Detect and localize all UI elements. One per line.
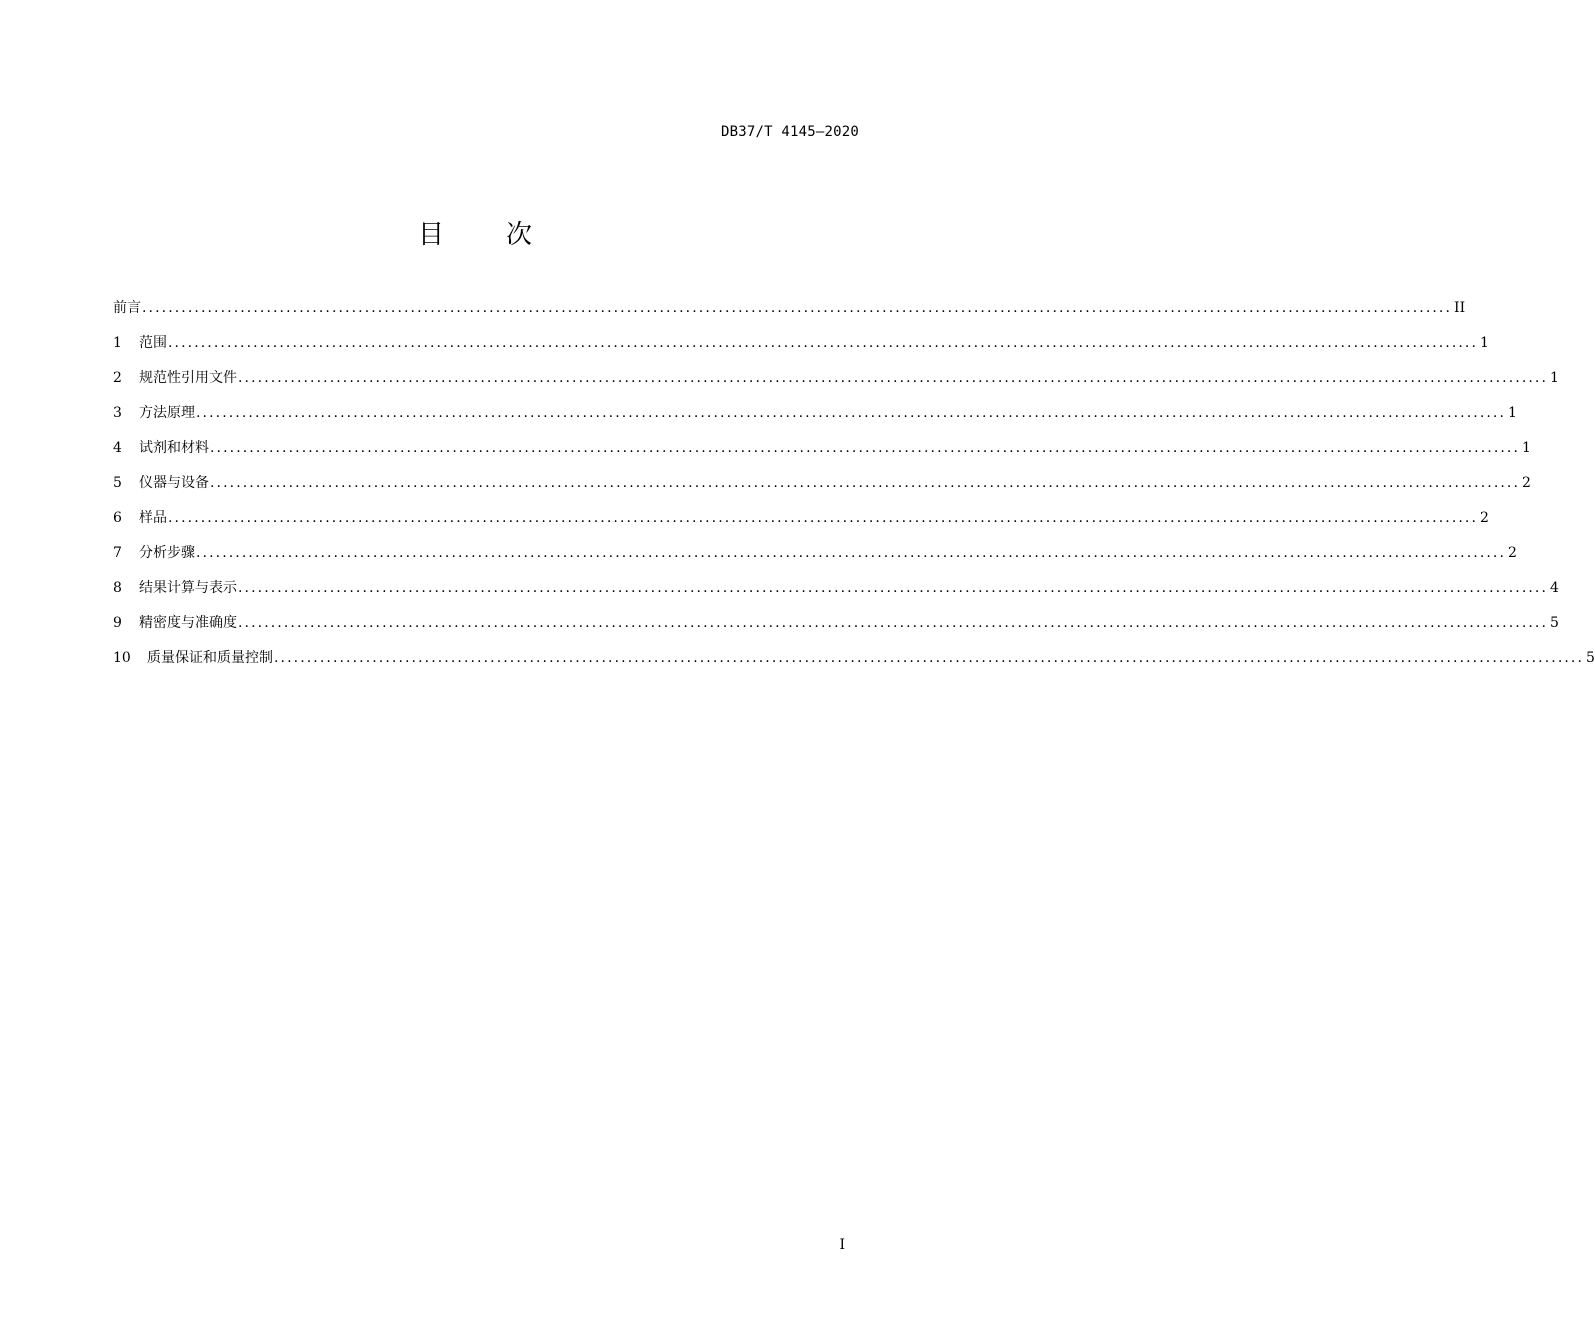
toc-entry-page: 1 [1550,370,1559,386]
toc-entry-7[interactable] [113,541,1517,576]
toc-entry-number: 1 [113,335,122,351]
table-of-contents [113,296,1595,681]
toc-entry-3[interactable] [113,401,1517,436]
toc-entry-9[interactable] [113,611,1559,646]
toc-leader-dots: ........................................................................................................................................................................................................ [274,650,1585,666]
toc-entry-number: 9 [113,615,122,631]
toc-leader-dots: ........................................................................................................................................................................................................ [196,405,1507,421]
toc-entry-number: 10 [113,650,131,666]
toc-entry-page: 1 [1508,405,1517,421]
toc-leader-dots: ........................................................................................................................................................................................................ [142,300,1453,316]
toc-entry-number: 2 [113,370,122,386]
toc-entry-page: 2 [1508,545,1517,561]
toc-entry-label: 质量保证和质量控制 [147,650,273,666]
toc-entry-label: 精密度与准确度 [139,615,237,631]
page-title [0,214,950,251]
toc-entry-number: 4 [113,440,122,456]
toc-entry-page: 1 [1480,335,1489,351]
toc-entry-page: II [1454,300,1466,316]
toc-leader-dots: ........................................................................................................................................................................................................ [210,475,1521,491]
title-char-2: 次 [506,220,533,250]
toc-entry-10[interactable] [113,646,1595,681]
toc-entry-page: 5 [1586,650,1595,666]
toc-entry-label: 范围 [139,335,167,351]
toc-entry-number: 8 [113,580,122,596]
toc-entry-label: 样品 [139,510,167,526]
toc-leader-dots: ........................................................................................................................................................................................................ [168,335,1479,351]
toc-leader-dots: ........................................................................................................................................................................................................ [210,440,1521,456]
toc-leader-dots: ........................................................................................................................................................................................................ [238,580,1549,596]
toc-entry-label: 规范性引用文件 [139,370,237,386]
toc-entry-8[interactable] [113,576,1559,611]
toc-entry-label: 试剂和材料 [139,440,209,456]
toc-entry-6[interactable] [113,506,1489,541]
toc-entry-label: 前言 [113,300,141,316]
toc-entry-page: 1 [1522,440,1531,456]
toc-entry-page: 2 [1522,475,1531,491]
toc-entry-2[interactable] [113,366,1559,401]
toc-entry-label: 分析步骤 [139,545,195,561]
toc-entry-number: 3 [113,405,122,421]
toc-entry-foreword[interactable] [113,296,1466,331]
toc-entry-page: 5 [1550,615,1559,631]
toc-entry-4[interactable] [113,436,1531,471]
toc-leader-dots: ........................................................................................................................................................................................................ [168,510,1479,526]
toc-entry-label: 结果计算与表示 [139,580,237,596]
toc-leader-dots: ........................................................................................................................................................................................................ [196,545,1507,561]
toc-entry-label: 方法原理 [139,405,195,421]
toc-entry-page: 2 [1480,510,1489,526]
page-number: I [839,1237,845,1253]
title-char-1: 目 [417,220,444,250]
toc-leader-dots: ........................................................................................................................................................................................................ [238,370,1549,386]
toc-entry-label: 仪器与设备 [139,475,209,491]
toc-entry-number: 5 [113,475,122,491]
toc-entry-number: 6 [113,510,122,526]
document-code: DB37/T 4145—2020 [720,124,859,140]
toc-entry-5[interactable] [113,471,1531,506]
toc-entry-page: 4 [1550,580,1559,596]
toc-entry-number: 7 [113,545,122,561]
toc-leader-dots: ........................................................................................................................................................................................................ [238,615,1549,631]
toc-entry-1[interactable] [113,331,1489,366]
